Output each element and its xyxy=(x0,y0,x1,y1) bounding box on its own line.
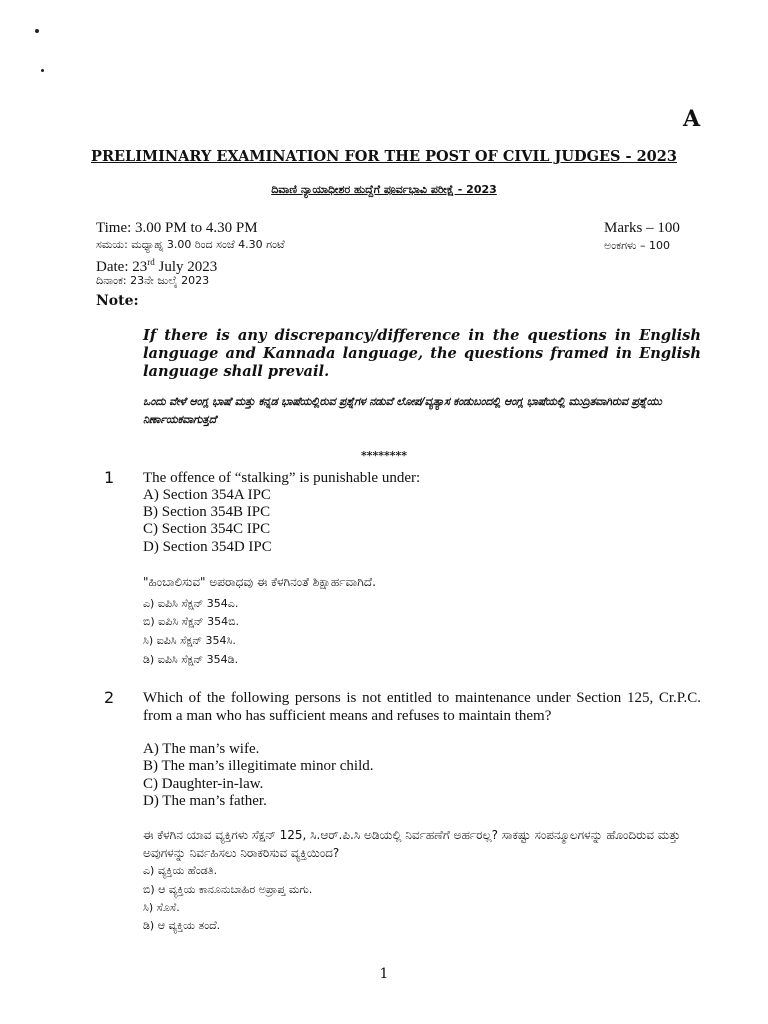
question-text: Which of the following persons is not entitled to maintenance under Section 125, Cr.P.C. from a man who has sufficient means and refuses to maintain them? xyxy=(143,690,701,724)
marks-en: Marks – 100 xyxy=(604,220,680,236)
note-english: If there is any discrepancy/difference in the questions in English language and Kannada language, the questions framed in English language shall prevail. xyxy=(143,327,701,380)
option-a: A) The man’s wife. xyxy=(143,741,260,757)
kannada-option-d: ಡಿ) ಆ ವ್ಯಕ್ತಿಯ ತಂದೆ. xyxy=(143,919,221,932)
option-d: D) The man’s father. xyxy=(143,793,267,809)
kannada-option-d: ಡಿ) ಐಪಿಸಿ ಸೆಕ್ಷನ್ 354ಡಿ. xyxy=(143,653,239,666)
question-number: 1 xyxy=(104,468,115,487)
exam-title-kannada: ದಿವಾಣಿ ನ್ಯಾಯಾಧೀಶರ ಹುದ್ದೆಗೆ ಪೂರ್ವಭಾವಿ ಪರೀಕ್ಷೆ - 2023 xyxy=(271,183,497,196)
page-number: 1 xyxy=(379,966,389,982)
scan-speck xyxy=(41,69,44,72)
question-text: The offence of “stalking” is punishable under: xyxy=(143,470,421,486)
note-label: Note: xyxy=(96,293,139,309)
question-number: 2 xyxy=(104,688,115,707)
date-prefix: Date: 23 xyxy=(96,259,148,275)
option-c: C) Section 354C IPC xyxy=(143,521,271,537)
option-b: B) The man’s illegitimate minor child. xyxy=(143,758,374,774)
question-text-kannada: ಈ ಕೆಳಗಿನ ಯಾವ ವ್ಯಕ್ತಿಗಳು ಸೆಕ್ಷನ್ 125, ಸಿ.ಆರ್.ಪಿ.ಸಿ ಅಡಿಯಲ್ಲಿ ನಿರ್ವಹಣೆಗೆ ಅರ್ಹರಲ್ಲ? ಸಾಕಷ್ಟು ಸಂಪನ್ಮೂಲಗಳನ್ನು ಹೊಂದಿರುವ ಮತ್ತು ಅವುಗಳನ್ನು ನಿರ್ವಹಿಸಲು ನಿರಾಕರಿಸುವ ವ್ಯಕ್ತಿಯಿಂದ? xyxy=(143,828,681,860)
set-code: A xyxy=(683,106,701,132)
date-kn: ದಿನಾಂಕ: 23ನೇ ಜುಲೈ 2023 xyxy=(96,274,210,287)
option-c: C) Daughter-in-law. xyxy=(143,776,264,792)
question-text-kannada: "ಹಿಂಬಾಲಿಸುವ" ಅಪರಾಧವು ಈ ಕೆಳಗಿನಂತೆ ಶಿಕ್ಷಾರ್ಹವಾಗಿದೆ. xyxy=(143,575,376,589)
scan-speck xyxy=(35,29,39,33)
time-en: Time: 3.00 PM to 4.30 PM xyxy=(96,220,258,236)
note-kannada: ಒಂದು ವೇಳೆ ಆಂಗ್ಲ ಭಾಷೆ ಮತ್ತು ಕನ್ನಡ ಭಾಷೆಯಲ್ಲಿರುವ ಪ್ರಶ್ನೆಗಳ ನಡುವೆ ಲೋಪ/ವ್ಯತ್ಯಾಸ ಕಂಡುಬಂದಲ್ಲಿ ಆಂಗ್ಲ ಭಾಷೆಯಲ್ಲಿ ಮುದ್ರಿತವಾಗಿರುವ ಪ್ರಶ್ನೆಯು ನಿರ್ಣಾಯಕವಾಗುತ್ತದೆ xyxy=(143,395,662,426)
marks-kn: ಅಂಕಗಳು – 100 xyxy=(604,239,670,252)
kannada-option-c: ಸಿ) ಸೊಸೆ. xyxy=(143,901,180,914)
kannada-option-a: ಎ) ವ್ಯಕ್ತಿಯ ಹೆಂಡತಿ. xyxy=(143,864,218,877)
kannada-option-c: ಸಿ) ಐಪಿಸಿ ಸೆಕ್ಷನ್ 354ಸಿ. xyxy=(143,634,236,647)
option-b: B) Section 354B IPC xyxy=(143,504,271,520)
option-a: A) Section 354A IPC xyxy=(143,487,271,503)
date-suffix: July 2023 xyxy=(154,259,218,275)
exam-title: PRELIMINARY EXAMINATION FOR THE POST OF CIVIL JUDGES - 2023 xyxy=(91,148,677,165)
kannada-option-b: ಬಿ) ಆ ವ್ಯಕ್ತಿಯ ಕಾನೂನುಬಾಹಿರ ಅಪ್ರಾಪ್ತ ಮಗು. xyxy=(143,883,313,896)
kannada-option-a: ಎ) ಐಪಿಸಿ ಸೆಕ್ಷನ್ 354ಎ. xyxy=(143,597,239,610)
kannada-option-b: ಬಿ) ಐಪಿಸಿ ಸೆಕ್ಷನ್ 354ಬಿ. xyxy=(143,615,239,628)
option-d: D) Section 354D IPC xyxy=(143,539,272,555)
separator: ******** xyxy=(360,449,408,462)
time-kn: ಸಮಯ: ಮಧ್ಯಾಹ್ನ 3.00 ರಿಂದ ಸಂಜೆ 4.30 ಗಂಟೆ xyxy=(96,238,285,251)
date-ordinal: rd xyxy=(147,257,155,267)
